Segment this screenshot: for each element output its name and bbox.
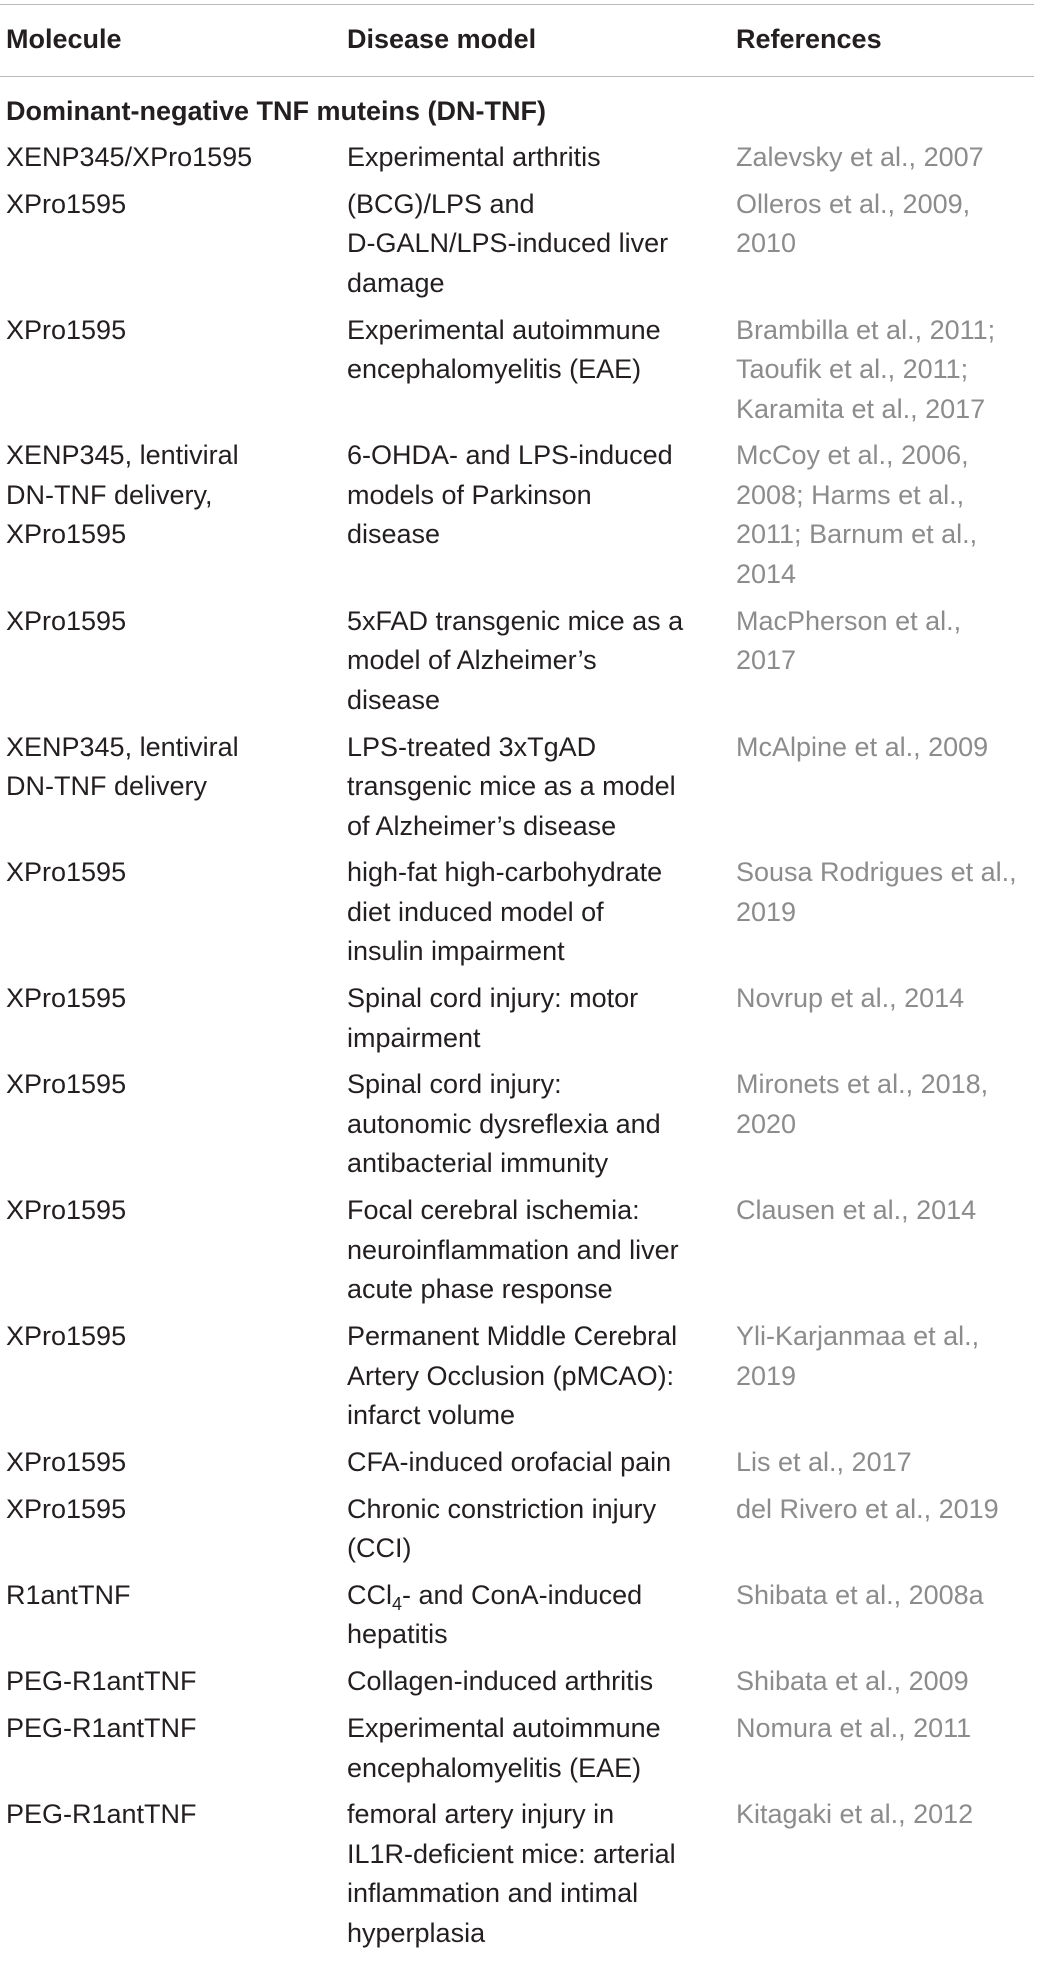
molecule-cell	[6, 436, 239, 555]
reference-cell	[736, 1317, 979, 1396]
molecule-cell-line: XPro1595	[6, 1493, 127, 1524]
disease-model-cell	[347, 1795, 676, 1953]
disease-model-cell-line: Permanent Middle Cerebral	[347, 1321, 678, 1351]
reference-cell-line: 2008; Harms et al.,	[736, 479, 965, 510]
disease-model-cell-line: damage	[347, 267, 445, 298]
reference-cell-line: 2017	[736, 645, 797, 676]
molecule-cell	[6, 311, 126, 351]
header-references: References	[736, 24, 882, 54]
reference-cell-line: del Rivero et al., 2019	[736, 1493, 999, 1524]
disease-model-cell	[347, 1191, 679, 1310]
disease-model-cell-line: disease	[347, 684, 441, 715]
reference-cell-line: 2011; Barnum et al.,	[736, 519, 978, 550]
reference-cell-line: McCoy et al., 2006,	[736, 440, 969, 471]
disease-model-cell-line: Chronic constriction injury	[347, 1493, 657, 1524]
disease-model-cell-line: encephalomyelitis (EAE)	[347, 354, 642, 385]
disease-model-cell-line: IL1R-deficient mice: arterial	[347, 1838, 676, 1869]
disease-model-cell-line: disease	[347, 519, 441, 550]
disease-model-cell-line: Spinal cord injury: motor	[347, 983, 639, 1014]
reference-cell-line: McAlpine et al., 2009	[736, 731, 989, 762]
reference-cell-line: Shibata et al., 2008a	[736, 1579, 984, 1610]
disease-model-cell-line: Experimental arthritis	[347, 142, 601, 172]
reference-cell-line: Clausen et al., 2014	[736, 1195, 977, 1226]
molecule-cell-line: XPro1595	[6, 605, 127, 636]
molecule-cell-line: DN-TNF delivery	[6, 771, 208, 801]
disease-model-cell	[347, 185, 668, 304]
reference-cell-line: MacPherson et al.,	[736, 605, 962, 636]
disease-model-cell-line: CCl$_4$- and ConA-induced	[347, 1579, 643, 1614]
disease-model-cell	[347, 979, 638, 1058]
reference-cell	[736, 138, 984, 178]
disease-model-cell-line: Collagen-induced arthritis	[347, 1666, 654, 1697]
reference-cell-line: Lis et al., 2017	[736, 1446, 912, 1477]
disease-model-cell-line: infarct volume	[347, 1400, 516, 1430]
disease-model-cell-line: (CCI)	[347, 1533, 412, 1564]
disease-model-cell	[347, 853, 662, 972]
reference-cell	[736, 1576, 984, 1616]
table-top-rule	[0, 4, 1034, 5]
reference-cell-line: Mironets et al., 2018,	[736, 1069, 989, 1100]
reference-cell-line: Brambilla et al., 2011;	[736, 314, 996, 345]
molecule-cell-line: XPro1595	[6, 1321, 127, 1351]
reference-cell-line: Karamita et al., 2017	[736, 393, 986, 424]
reference-cell	[736, 1795, 973, 1835]
header-molecule: Molecule	[6, 24, 122, 54]
disease-model-cell-line: insulin impairment	[347, 936, 565, 967]
reference-cell	[736, 1065, 988, 1144]
molecule-cell-line: XENP345, lentiviral	[6, 731, 239, 762]
disease-model-cell-line: models of Parkinson	[347, 479, 592, 510]
reference-cell	[736, 1709, 971, 1749]
reference-cell	[736, 853, 1017, 932]
reference-cell	[736, 311, 995, 430]
reference-cell	[736, 1662, 969, 1702]
disease-model-cell-line: Artery Occlusion (pMCAO):	[347, 1360, 675, 1391]
molecule-cell-line: XPro1595	[6, 314, 127, 345]
disease-model-cell-line: antibacterial immunity	[347, 1148, 609, 1179]
molecule-cell-line: XPro1595	[6, 519, 127, 550]
reference-cell-line: Taoufik et al., 2011;	[736, 354, 969, 385]
disease-model-cell	[347, 311, 661, 390]
reference-cell-line: Shibata et al., 2009	[736, 1666, 969, 1697]
disease-model-cell	[347, 1443, 671, 1483]
reference-cell-line: 2019	[736, 1360, 797, 1391]
molecule-cell-line: R1antTNF	[6, 1579, 131, 1610]
molecule-cell-line: PEG-R1antTNF	[6, 1799, 197, 1830]
header-rule	[0, 76, 1034, 77]
reference-cell-line: 2014	[736, 558, 797, 589]
molecule-cell-line: XPro1595	[6, 857, 127, 888]
reference-cell	[736, 436, 977, 594]
disease-model-cell-line: hyperplasia	[347, 1917, 486, 1948]
disease-model-cell	[347, 436, 673, 555]
reference-cell	[736, 602, 961, 681]
molecule-cell	[6, 1065, 126, 1105]
molecule-cell	[6, 853, 126, 893]
disease-model-cell-line: impairment	[347, 1022, 481, 1053]
disease-model-cell-line: 5xFAD transgenic mice as a	[347, 605, 684, 636]
disease-model-cell-line: 6-OHDA- and LPS-induced	[347, 440, 673, 471]
reference-cell-line: Nomura et al., 2011	[736, 1713, 972, 1743]
molecule-cell	[6, 1576, 131, 1616]
disease-model-cell	[347, 602, 683, 721]
reference-cell-line: Zalevsky et al., 2007	[736, 142, 984, 172]
disease-model-cell-line: transgenic mice as a model	[347, 771, 676, 801]
molecule-cell-line: XPro1595	[6, 1195, 127, 1226]
reference-cell-line: Kitagaki et al., 2012	[736, 1799, 974, 1830]
disease-model-cell	[347, 728, 676, 847]
disease-model-cell-line: model of Alzheimer’s	[347, 645, 597, 676]
molecule-cell-line: XENP345/XPro1595	[6, 142, 253, 172]
disease-model-cell-line: autonomic dysreflexia and	[347, 1108, 661, 1139]
molecule-cell-line: XENP345, lentiviral	[6, 440, 239, 471]
reference-cell	[736, 979, 964, 1019]
molecule-cell	[6, 185, 126, 225]
disease-model-cell-line: Focal cerebral ischemia:	[347, 1195, 640, 1226]
disease-model-cell-line: femoral artery injury in	[347, 1799, 615, 1830]
disease-model-cell-line: acute phase response	[347, 1274, 613, 1305]
reference-cell-line: Yli-Karjanmaa et al.,	[736, 1321, 980, 1351]
reference-cell-line: Sousa Rodrigues et al.,	[736, 857, 1017, 888]
molecule-cell	[6, 1317, 126, 1357]
molecule-cell	[6, 1443, 126, 1483]
molecule-cell-line: DN-TNF delivery,	[6, 479, 213, 510]
molecule-cell	[6, 1709, 197, 1749]
molecule-cell-line: XPro1595	[6, 188, 127, 219]
disease-model-cell-line: LPS-treated 3xTgAD	[347, 731, 597, 762]
disease-model-cell-line: Experimental autoimmune	[347, 314, 661, 345]
disease-model-cell	[347, 1709, 661, 1788]
disease-model-cell-line: diet induced model of	[347, 896, 604, 927]
disease-model-cell-line: high-fat high-carbohydrate	[347, 857, 663, 888]
disease-model-cell-line: D-GALN/LPS-induced liver	[347, 228, 669, 259]
molecule-cell	[6, 138, 252, 178]
molecule-cell	[6, 602, 126, 642]
molecule-cell	[6, 1795, 197, 1835]
disease-model-cell-line: (BCG)/LPS and	[347, 188, 535, 219]
reference-cell	[736, 1490, 999, 1530]
disease-model-cell-line: CFA-induced orofacial pain	[347, 1446, 672, 1477]
reference-cell-line: Novrup et al., 2014	[736, 983, 965, 1014]
disease-model-cell-line: hepatitis	[347, 1619, 448, 1650]
disease-model-cell	[347, 1662, 653, 1702]
molecule-cell-line: XPro1595	[6, 1446, 127, 1477]
disease-model-cell	[347, 1317, 677, 1436]
reference-cell	[736, 1191, 976, 1231]
disease-model-cell-line: of Alzheimer’s disease	[347, 810, 617, 841]
disease-model-cell-line: neuroinflammation and liver	[347, 1234, 679, 1265]
disease-model-cell	[347, 1576, 642, 1655]
molecule-cell	[6, 1662, 197, 1702]
reference-cell	[736, 728, 988, 768]
section-title: Dominant-negative TNF muteins (DN-TNF)	[6, 96, 546, 126]
molecule-cell-line: PEG-R1antTNF	[6, 1666, 197, 1697]
molecule-cell-line: PEG-R1antTNF	[6, 1713, 197, 1743]
disease-model-cell-line: encephalomyelitis (EAE)	[347, 1752, 642, 1783]
molecule-cell	[6, 1490, 126, 1530]
molecule-cell	[6, 728, 239, 807]
reference-cell	[736, 185, 970, 264]
header-disease-model: Disease model	[347, 24, 537, 54]
reference-cell-line: 2019	[736, 896, 797, 927]
molecule-cell	[6, 1191, 126, 1231]
reference-cell-line: 2010	[736, 228, 797, 259]
disease-model-cell	[347, 1065, 661, 1184]
reference-cell	[736, 1443, 912, 1483]
disease-model-cell	[347, 138, 601, 178]
molecule-cell-line: XPro1595	[6, 983, 127, 1014]
molecule-cell-line: XPro1595	[6, 1069, 127, 1100]
disease-model-cell	[347, 1490, 656, 1569]
disease-model-cell-line: Spinal cord injury:	[347, 1069, 562, 1100]
disease-model-cell-line: Experimental autoimmune	[347, 1713, 661, 1743]
molecule-cell	[6, 979, 126, 1019]
reference-cell-line: Olleros et al., 2009,	[736, 188, 971, 219]
disease-model-cell-line: inflammation and intimal	[347, 1878, 639, 1909]
reference-cell-line: 2020	[736, 1108, 797, 1139]
